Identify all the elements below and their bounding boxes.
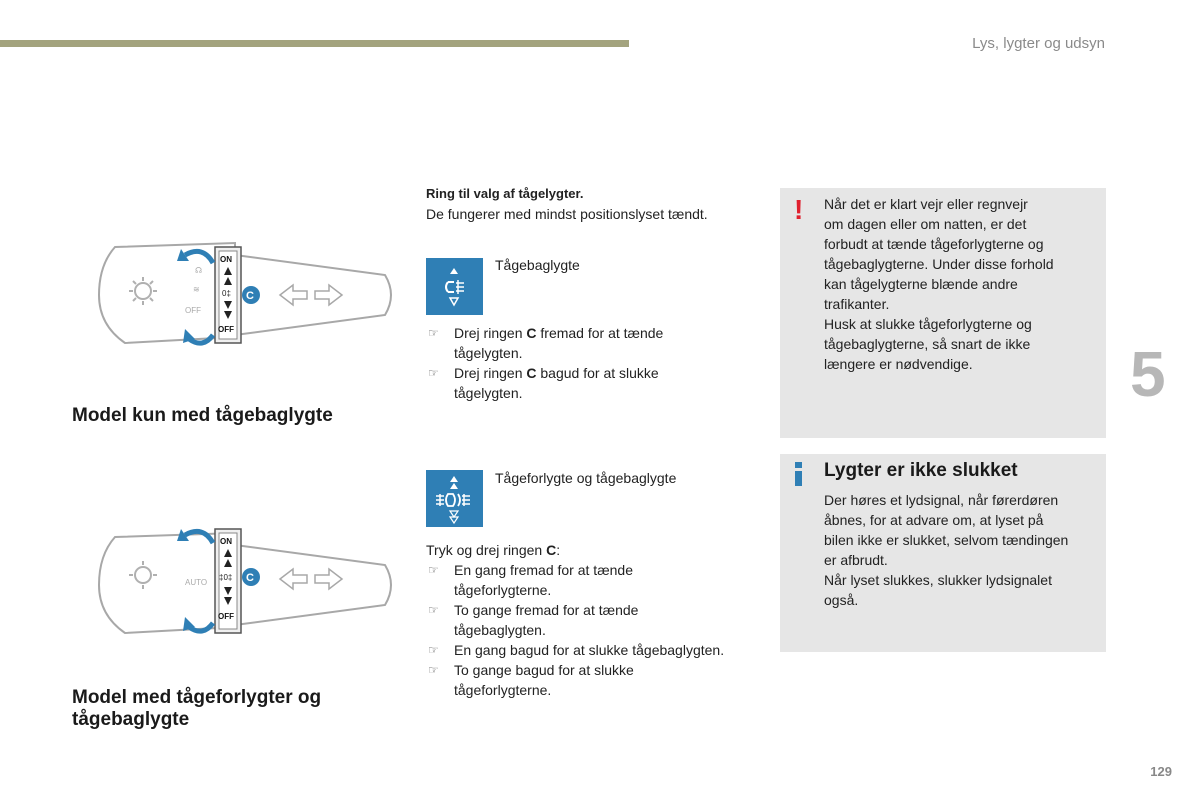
info-heading: Lygter er ikke slukket [824, 460, 1018, 481]
pointing-hand-icon: ☞ [428, 663, 439, 677]
info-text: Der høres et lydsignal, når førerdøren åbnes, for at advare om, at lyset på bilen ikke er slukket, selvom tændingen er afbrudt. Når lyset slukkes, slukker lydsignalet også. [824, 492, 1069, 608]
front-and-rear-fog-lamp-icon [426, 470, 483, 527]
info-panel [780, 454, 1106, 652]
svg-text:C: C [246, 572, 254, 584]
svg-text:≋: ≋ [193, 285, 200, 294]
svg-text:C: C [246, 290, 254, 302]
header-accent-bar [0, 40, 629, 47]
model-rear-only-heading: Model kun med tågebaglygte [72, 405, 333, 426]
warning-icon: ! [794, 194, 804, 225]
model-front-and-rear-heading [72, 687, 321, 731]
press-turn-intro: Tryk og drej ringen C: [426, 542, 561, 558]
svg-text:OFF: OFF [218, 325, 234, 334]
pointing-hand-icon: ☞ [428, 326, 439, 340]
svg-text:ON: ON [220, 537, 232, 546]
list-item: ☞ Drej ringen C fremad for at tænde tågelygten. [428, 325, 664, 361]
intro-block [426, 184, 766, 224]
info-icon [794, 462, 803, 486]
intro-text: De fungerer med mindst positionslyset tændt. [426, 206, 708, 222]
front-rear-instructions [426, 540, 766, 700]
model-front-and-rear-heading-line2: tågebaglygte [72, 709, 190, 730]
list-item: ☞ Drej ringen C bagud for at slukke tågelygten. [428, 365, 659, 401]
list-item: ☞ En gang fremad for at tænde tågeforlygterne. [428, 562, 633, 598]
warning-text: Når det er klart vejr eller regnvejr om dagen eller om natten, er det forbudt at tænde tågeforlygterne og tågebaglygterne. Under disse forhold kan tågelygterne blænde andre trafikanter. Husk at slukke tågeforlygterne og tågebaglygterne, så snart de ikke længere er nødvendige. [824, 196, 1054, 372]
rear-fog-label: Tågebaglygte [495, 257, 580, 273]
svg-text:0‡: 0‡ [222, 289, 231, 298]
rear-fog-lamp-icon [426, 258, 483, 315]
warning-panel [780, 188, 1106, 438]
svg-text:ON: ON [220, 255, 232, 264]
fog-lamp-stalk-illustration-rear-only [85, 225, 405, 365]
svg-text:AUTO: AUTO [185, 578, 208, 587]
page-number: 129 [1150, 764, 1172, 779]
list-item: ☞ To gange fremad for at tænde tågebaglygten. [428, 602, 639, 638]
section-title: Lys, lygter og udsyn [972, 35, 1105, 52]
svg-text:‡0‡: ‡0‡ [219, 573, 233, 582]
fog-lamp-stalk-illustration-front-and-rear [85, 515, 405, 655]
pointing-hand-icon: ☞ [428, 366, 439, 380]
svg-text:OFF: OFF [185, 306, 201, 315]
svg-text:OFF: OFF [218, 612, 234, 621]
rear-fog-instructions [426, 323, 746, 403]
chapter-number: 5 [1130, 338, 1166, 410]
pointing-hand-icon: ☞ [428, 643, 439, 657]
model-front-and-rear-heading-line1: Model med tågeforlygter og [72, 687, 322, 708]
pointing-hand-icon: ☞ [428, 563, 439, 577]
list-item: ☞ En gang bagud for at slukke tågebaglygten. [428, 642, 725, 658]
svg-text:☊: ☊ [195, 266, 203, 275]
intro-title: Ring til valg af tågelygter. [426, 186, 584, 201]
list-item: ☞ To gange bagud for at slukke tågeforlygterne. [428, 662, 634, 698]
front-rear-fog-label: Tågeforlygte og tågebaglygte [495, 470, 677, 486]
pointing-hand-icon: ☞ [428, 603, 439, 617]
